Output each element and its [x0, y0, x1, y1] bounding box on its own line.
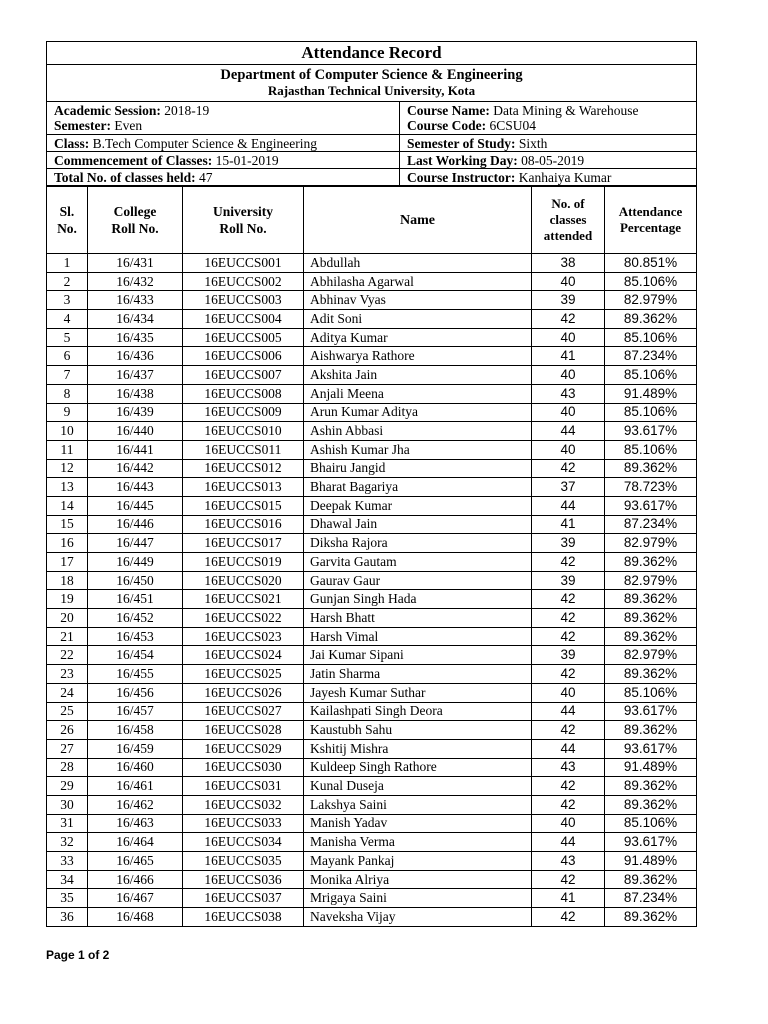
total-classes-value: 47: [199, 169, 213, 185]
cell-classes-attended: 41: [532, 347, 605, 366]
cell-classes-attended: 44: [532, 496, 605, 515]
table-row: [47, 403, 697, 422]
commencement-label: Commencement of Classes:: [54, 152, 213, 168]
cell-university-roll: 16EUCCS027: [183, 702, 304, 721]
table-row: [47, 553, 697, 572]
cell-attendance-percentage: 89.362%: [605, 908, 697, 927]
table-row: [47, 758, 697, 777]
cell-attendance-percentage: 89.362%: [605, 609, 697, 628]
cell-sl-no: 35: [47, 889, 88, 908]
cell-college-roll: 16/439: [88, 403, 183, 422]
cell-university-roll: 16EUCCS017: [183, 534, 304, 553]
cell-college-roll: 16/455: [88, 665, 183, 684]
cell-college-roll: 16/458: [88, 721, 183, 740]
cell-classes-attended: 44: [532, 702, 605, 721]
cell-name: Gaurav Gaur: [304, 571, 532, 590]
attendance-sheet: [46, 41, 696, 927]
cell-university-roll: 16EUCCS001: [183, 254, 304, 273]
cell-attendance-percentage: 93.617%: [605, 739, 697, 758]
cell-classes-attended: 43: [532, 758, 605, 777]
cell-university-roll: 16EUCCS007: [183, 366, 304, 385]
cell-attendance-percentage: 85.106%: [605, 403, 697, 422]
total-classes-label: Total No. of classes held:: [54, 169, 196, 185]
cell-sl-no: 20: [47, 609, 88, 628]
cell-college-roll: 16/434: [88, 310, 183, 329]
cell-sl-no: 14: [47, 496, 88, 515]
table-row: [47, 272, 697, 291]
cell-sl-no: 3: [47, 291, 88, 310]
cell-classes-attended: 40: [532, 328, 605, 347]
cell-sl-no: 27: [47, 739, 88, 758]
cell-university-roll: 16EUCCS013: [183, 478, 304, 497]
cell-classes-attended: 44: [532, 833, 605, 852]
cell-college-roll: 16/438: [88, 384, 183, 403]
cell-sl-no: 22: [47, 646, 88, 665]
cell-sl-no: 19: [47, 590, 88, 609]
cell-attendance-percentage: 78.723%: [605, 478, 697, 497]
cell-university-roll: 16EUCCS032: [183, 795, 304, 814]
semester-value: Even: [114, 118, 143, 133]
table-row: [47, 366, 697, 385]
cell-college-roll: 16/447: [88, 534, 183, 553]
department-block: [47, 65, 697, 102]
table-row: [47, 254, 697, 273]
table-row: [47, 777, 697, 796]
cell-name: Harsh Bhatt: [304, 609, 532, 628]
cell-name: Harsh Vimal: [304, 627, 532, 646]
table-row: [47, 310, 697, 329]
cell-classes-attended: 42: [532, 870, 605, 889]
cell-sl-no: 10: [47, 422, 88, 441]
semester-of-study-cell: [400, 135, 697, 152]
course-instructor-cell: [400, 169, 697, 186]
cell-attendance-percentage: 89.362%: [605, 553, 697, 572]
cell-sl-no: 2: [47, 272, 88, 291]
cell-college-roll: 16/437: [88, 366, 183, 385]
cell-university-roll: 16EUCCS020: [183, 571, 304, 590]
col-header-attendance-percentage: Attendance Percentage: [605, 187, 697, 254]
cell-sl-no: 5: [47, 328, 88, 347]
table-row: [47, 908, 697, 927]
cell-classes-attended: 39: [532, 534, 605, 553]
semester-label: Semester:: [54, 118, 111, 133]
last-working-day-value: 08-05-2019: [521, 152, 585, 168]
cell-name: Abhinav Vyas: [304, 291, 532, 310]
cell-college-roll: 16/433: [88, 291, 183, 310]
cell-name: Adit Soni: [304, 310, 532, 329]
table-row: [47, 702, 697, 721]
table-row: [47, 515, 697, 534]
cell-sl-no: 34: [47, 870, 88, 889]
academic-session-label: Academic Session:: [54, 103, 161, 118]
table-row: [47, 347, 697, 366]
cell-sl-no: 15: [47, 515, 88, 534]
cell-attendance-percentage: 82.979%: [605, 646, 697, 665]
cell-attendance-percentage: 89.362%: [605, 590, 697, 609]
cell-name: Bharat Bagariya: [304, 478, 532, 497]
cell-college-roll: 16/453: [88, 627, 183, 646]
cell-college-roll: 16/466: [88, 870, 183, 889]
cell-sl-no: 4: [47, 310, 88, 329]
cell-classes-attended: 42: [532, 609, 605, 628]
cell-name: Aditya Kumar: [304, 328, 532, 347]
cell-attendance-percentage: 87.234%: [605, 515, 697, 534]
course-instructor-label: Course Instructor:: [407, 169, 516, 185]
last-working-day-cell: [400, 152, 697, 169]
cell-university-roll: 16EUCCS030: [183, 758, 304, 777]
cell-university-roll: 16EUCCS035: [183, 852, 304, 871]
cell-attendance-percentage: 89.362%: [605, 310, 697, 329]
col-header-classes-attended: No. of classes attended: [532, 187, 605, 254]
table-row: [47, 870, 697, 889]
cell-classes-attended: 44: [532, 422, 605, 441]
cell-university-roll: 16EUCCS025: [183, 665, 304, 684]
cell-classes-attended: 42: [532, 777, 605, 796]
cell-attendance-percentage: 89.362%: [605, 459, 697, 478]
cell-sl-no: 17: [47, 553, 88, 572]
col-header-sl-no: Sl. No.: [47, 187, 88, 254]
table-row: [47, 478, 697, 497]
cell-university-roll: 16EUCCS022: [183, 609, 304, 628]
cell-sl-no: 28: [47, 758, 88, 777]
cell-college-roll: 16/451: [88, 590, 183, 609]
cell-university-roll: 16EUCCS024: [183, 646, 304, 665]
cell-attendance-percentage: 82.979%: [605, 291, 697, 310]
cell-sl-no: 16: [47, 534, 88, 553]
table-row: [47, 440, 697, 459]
cell-attendance-percentage: 91.489%: [605, 852, 697, 871]
cell-college-roll: 16/432: [88, 272, 183, 291]
cell-attendance-percentage: 93.617%: [605, 422, 697, 441]
cell-name: Gunjan Singh Hada: [304, 590, 532, 609]
cell-classes-attended: 42: [532, 310, 605, 329]
header-table: [46, 41, 697, 186]
cell-college-roll: 16/457: [88, 702, 183, 721]
cell-university-roll: 16EUCCS038: [183, 908, 304, 927]
cell-classes-attended: 42: [532, 721, 605, 740]
cell-university-roll: 16EUCCS019: [183, 553, 304, 572]
cell-attendance-percentage: 89.362%: [605, 721, 697, 740]
cell-name: Kshitij Mishra: [304, 739, 532, 758]
cell-sl-no: 7: [47, 366, 88, 385]
table-row: [47, 721, 697, 740]
cell-college-roll: 16/446: [88, 515, 183, 534]
cell-college-roll: 16/452: [88, 609, 183, 628]
cell-name: Jatin Sharma: [304, 665, 532, 684]
cell-attendance-percentage: 93.617%: [605, 702, 697, 721]
cell-classes-attended: 40: [532, 403, 605, 422]
cell-university-roll: 16EUCCS005: [183, 328, 304, 347]
cell-attendance-percentage: 82.979%: [605, 534, 697, 553]
cell-name: Kailashpati Singh Deora: [304, 702, 532, 721]
table-row: [47, 291, 697, 310]
cell-university-roll: 16EUCCS008: [183, 384, 304, 403]
cell-attendance-percentage: 85.106%: [605, 272, 697, 291]
cell-classes-attended: 41: [532, 515, 605, 534]
cell-name: Lakshya Saini: [304, 795, 532, 814]
cell-name: Arun Kumar Aditya: [304, 403, 532, 422]
cell-university-roll: 16EUCCS011: [183, 440, 304, 459]
cell-sl-no: 36: [47, 908, 88, 927]
cell-college-roll: 16/465: [88, 852, 183, 871]
cell-university-roll: 16EUCCS002: [183, 272, 304, 291]
table-row: [47, 665, 697, 684]
cell-classes-attended: 42: [532, 795, 605, 814]
cell-classes-attended: 42: [532, 665, 605, 684]
cell-name: Monika Alriya: [304, 870, 532, 889]
table-row: [47, 739, 697, 758]
attendance-rows: [47, 254, 697, 927]
cell-attendance-percentage: 85.106%: [605, 683, 697, 702]
cell-classes-attended: 40: [532, 814, 605, 833]
cell-sl-no: 29: [47, 777, 88, 796]
cell-university-roll: 16EUCCS033: [183, 814, 304, 833]
cell-name: Kuldeep Singh Rathore: [304, 758, 532, 777]
course-cell: [400, 102, 697, 135]
course-code-value: 6CSU04: [489, 118, 537, 133]
cell-college-roll: 16/450: [88, 571, 183, 590]
cell-college-roll: 16/443: [88, 478, 183, 497]
class-value: B.Tech Computer Science & Engineering: [92, 135, 318, 151]
cell-name: Mrigaya Saini: [304, 889, 532, 908]
page-number: Page 1 of 2: [46, 948, 110, 962]
cell-sl-no: 30: [47, 795, 88, 814]
cell-university-roll: 16EUCCS028: [183, 721, 304, 740]
course-name-label: Course Name:: [407, 103, 490, 118]
table-row: [47, 889, 697, 908]
cell-classes-attended: 37: [532, 478, 605, 497]
cell-attendance-percentage: 89.362%: [605, 665, 697, 684]
cell-sl-no: 21: [47, 627, 88, 646]
cell-classes-attended: 39: [532, 646, 605, 665]
cell-attendance-percentage: 93.617%: [605, 833, 697, 852]
cell-university-roll: 16EUCCS036: [183, 870, 304, 889]
cell-university-roll: 16EUCCS012: [183, 459, 304, 478]
cell-attendance-percentage: 89.362%: [605, 777, 697, 796]
cell-college-roll: 16/449: [88, 553, 183, 572]
cell-university-roll: 16EUCCS010: [183, 422, 304, 441]
cell-sl-no: 9: [47, 403, 88, 422]
cell-sl-no: 11: [47, 440, 88, 459]
cell-attendance-percentage: 85.106%: [605, 440, 697, 459]
cell-classes-attended: 39: [532, 291, 605, 310]
cell-attendance-percentage: 91.489%: [605, 758, 697, 777]
cell-sl-no: 23: [47, 665, 88, 684]
cell-sl-no: 8: [47, 384, 88, 403]
cell-college-roll: 16/440: [88, 422, 183, 441]
class-label: Class:: [54, 135, 90, 151]
document-title: Attendance Record: [47, 42, 697, 65]
cell-college-roll: 16/462: [88, 795, 183, 814]
last-working-day-label: Last Working Day:: [407, 152, 518, 168]
cell-attendance-percentage: 93.617%: [605, 496, 697, 515]
cell-college-roll: 16/441: [88, 440, 183, 459]
cell-classes-attended: 42: [532, 590, 605, 609]
cell-college-roll: 16/431: [88, 254, 183, 273]
department-name: Department of Computer Science & Engineering: [220, 67, 523, 83]
cell-college-roll: 16/463: [88, 814, 183, 833]
cell-classes-attended: 43: [532, 384, 605, 403]
cell-attendance-percentage: 85.106%: [605, 366, 697, 385]
cell-name: Abdullah: [304, 254, 532, 273]
table-row: [47, 852, 697, 871]
table-row: [47, 422, 697, 441]
cell-name: Deepak Kumar: [304, 496, 532, 515]
total-classes-cell: [47, 169, 400, 186]
cell-college-roll: 16/454: [88, 646, 183, 665]
table-row: [47, 627, 697, 646]
cell-university-roll: 16EUCCS004: [183, 310, 304, 329]
cell-university-roll: 16EUCCS009: [183, 403, 304, 422]
cell-name: Anjali Meena: [304, 384, 532, 403]
cell-sl-no: 6: [47, 347, 88, 366]
course-name-value: Data Mining & Warehouse: [493, 103, 639, 118]
col-header-university-roll: University Roll No.: [183, 187, 304, 254]
cell-sl-no: 32: [47, 833, 88, 852]
cell-classes-attended: 41: [532, 889, 605, 908]
table-row: [47, 833, 697, 852]
cell-sl-no: 13: [47, 478, 88, 497]
cell-name: Kaustubh Sahu: [304, 721, 532, 740]
cell-college-roll: 16/435: [88, 328, 183, 347]
cell-classes-attended: 40: [532, 440, 605, 459]
cell-sl-no: 18: [47, 571, 88, 590]
cell-classes-attended: 42: [532, 627, 605, 646]
cell-name: Akshita Jain: [304, 366, 532, 385]
cell-name: Manisha Verma: [304, 833, 532, 852]
cell-sl-no: 26: [47, 721, 88, 740]
cell-college-roll: 16/456: [88, 683, 183, 702]
cell-name: Garvita Gautam: [304, 553, 532, 572]
cell-name: Bhairu Jangid: [304, 459, 532, 478]
cell-attendance-percentage: 80.851%: [605, 254, 697, 273]
cell-name: Diksha Rajora: [304, 534, 532, 553]
cell-classes-attended: 42: [532, 908, 605, 927]
cell-name: Jai Kumar Sipani: [304, 646, 532, 665]
table-row: [47, 646, 697, 665]
cell-attendance-percentage: 87.234%: [605, 889, 697, 908]
table-row: [47, 590, 697, 609]
cell-college-roll: 16/442: [88, 459, 183, 478]
table-row: [47, 496, 697, 515]
cell-university-roll: 16EUCCS026: [183, 683, 304, 702]
cell-classes-attended: 40: [532, 272, 605, 291]
cell-attendance-percentage: 89.362%: [605, 870, 697, 889]
semester-of-study-label: Semester of Study:: [407, 135, 516, 151]
cell-attendance-percentage: 87.234%: [605, 347, 697, 366]
cell-sl-no: 33: [47, 852, 88, 871]
table-row: [47, 609, 697, 628]
commencement-cell: [47, 152, 400, 169]
table-row: [47, 814, 697, 833]
commencement-value: 15-01-2019: [215, 152, 279, 168]
cell-attendance-percentage: 91.489%: [605, 384, 697, 403]
table-row: [47, 384, 697, 403]
cell-attendance-percentage: 89.362%: [605, 627, 697, 646]
cell-sl-no: 1: [47, 254, 88, 273]
cell-name: Naveksha Vijay: [304, 908, 532, 927]
cell-name: Manish Yadav: [304, 814, 532, 833]
table-row: [47, 683, 697, 702]
cell-classes-attended: 38: [532, 254, 605, 273]
cell-attendance-percentage: 85.106%: [605, 328, 697, 347]
table-row: [47, 328, 697, 347]
table-row: [47, 534, 697, 553]
class-cell: [47, 135, 400, 152]
cell-name: Abhilasha Agarwal: [304, 272, 532, 291]
cell-classes-attended: 44: [532, 739, 605, 758]
cell-university-roll: 16EUCCS006: [183, 347, 304, 366]
cell-college-roll: 16/468: [88, 908, 183, 927]
cell-name: Ashin Abbasi: [304, 422, 532, 441]
cell-classes-attended: 43: [532, 852, 605, 871]
table-row: [47, 571, 697, 590]
cell-university-roll: 16EUCCS023: [183, 627, 304, 646]
cell-name: Ashish Kumar Jha: [304, 440, 532, 459]
cell-sl-no: 24: [47, 683, 88, 702]
cell-college-roll: 16/467: [88, 889, 183, 908]
cell-university-roll: 16EUCCS037: [183, 889, 304, 908]
cell-attendance-percentage: 85.106%: [605, 814, 697, 833]
cell-college-roll: 16/436: [88, 347, 183, 366]
cell-university-roll: 16EUCCS029: [183, 739, 304, 758]
cell-attendance-percentage: 89.362%: [605, 795, 697, 814]
academic-session-value: 2018-19: [164, 103, 210, 118]
cell-college-roll: 16/464: [88, 833, 183, 852]
attendance-table: [46, 186, 697, 927]
cell-college-roll: 16/460: [88, 758, 183, 777]
cell-classes-attended: 40: [532, 683, 605, 702]
cell-name: Jayesh Kumar Suthar: [304, 683, 532, 702]
cell-university-roll: 16EUCCS016: [183, 515, 304, 534]
cell-sl-no: 31: [47, 814, 88, 833]
cell-classes-attended: 39: [532, 571, 605, 590]
semester-of-study-value: Sixth: [518, 135, 548, 151]
cell-classes-attended: 42: [532, 459, 605, 478]
cell-university-roll: 16EUCCS034: [183, 833, 304, 852]
cell-college-roll: 16/459: [88, 739, 183, 758]
col-header-name: Name: [304, 187, 532, 254]
table-row: [47, 795, 697, 814]
cell-name: Dhawal Jain: [304, 515, 532, 534]
cell-classes-attended: 40: [532, 366, 605, 385]
table-row: [47, 459, 697, 478]
cell-university-roll: 16EUCCS021: [183, 590, 304, 609]
cell-university-roll: 16EUCCS003: [183, 291, 304, 310]
cell-attendance-percentage: 82.979%: [605, 571, 697, 590]
cell-classes-attended: 42: [532, 553, 605, 572]
cell-university-roll: 16EUCCS031: [183, 777, 304, 796]
course-code-label: Course Code:: [407, 118, 487, 133]
university-name: Rajasthan Technical University, Kota: [267, 83, 476, 98]
cell-university-roll: 16EUCCS015: [183, 496, 304, 515]
course-instructor-value: Kanhaiya Kumar: [518, 169, 612, 185]
cell-name: Mayank Pankaj: [304, 852, 532, 871]
cell-college-roll: 16/445: [88, 496, 183, 515]
session-semester-cell: [47, 102, 400, 135]
cell-sl-no: 25: [47, 702, 88, 721]
cell-sl-no: 12: [47, 459, 88, 478]
cell-college-roll: 16/461: [88, 777, 183, 796]
col-header-college-roll: College Roll No.: [88, 187, 183, 254]
cell-name: Aishwarya Rathore: [304, 347, 532, 366]
cell-name: Kunal Duseja: [304, 777, 532, 796]
